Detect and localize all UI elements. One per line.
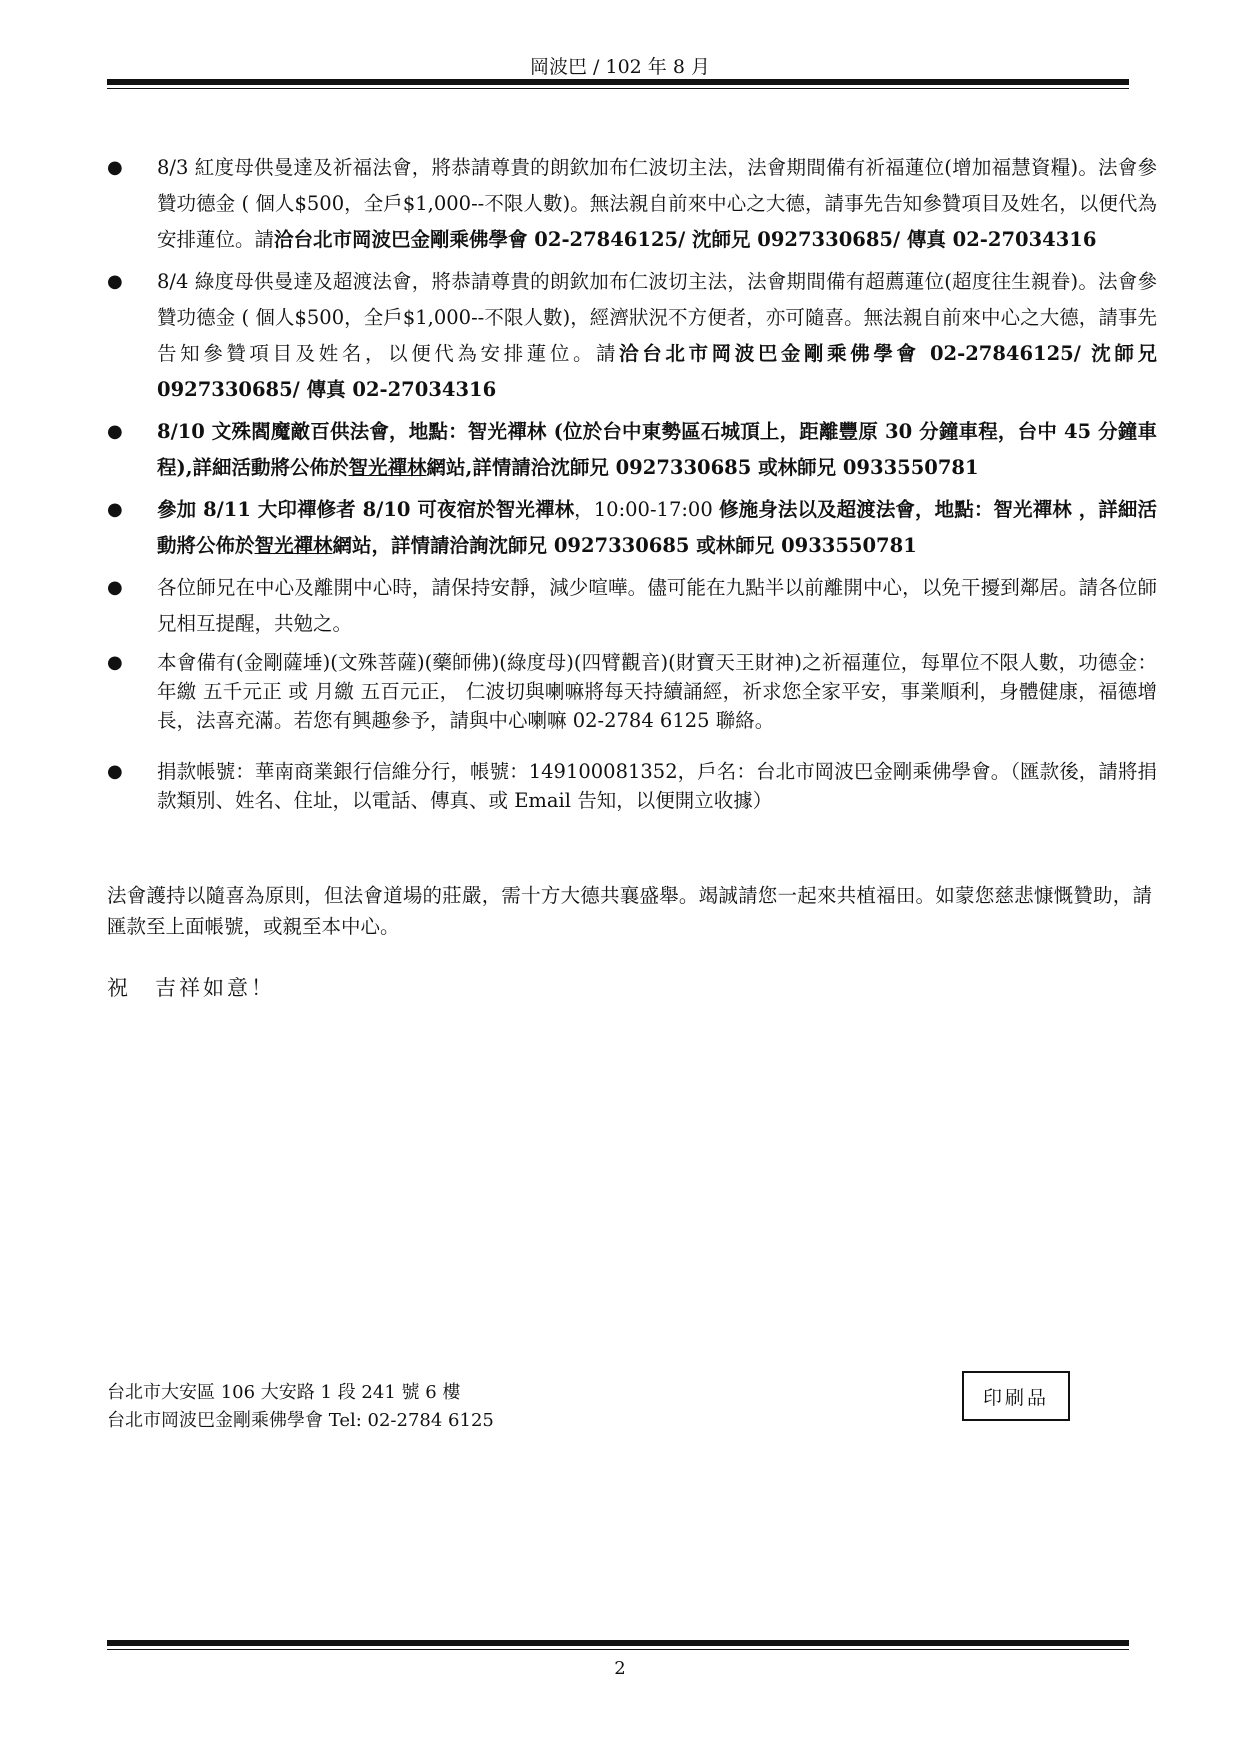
announcement-text: 8/3 紅度母供曼達及祈福法會，將恭請尊貴的朗欽加布仁波切主法，法會期間備有祈福蓮位(增加福慧資糧)。法會參贊功德金 ( 個人$500，全戶$1,000--不限人數)。無法親自前來中心之大德，請事先告知參贊項目及姓名，以便代為安排蓮位。請	[157, 156, 1157, 251]
footer-rule-thick	[107, 1640, 1129, 1646]
announcement-text: 捐款帳號：華南商業銀行信維分行，帳號：149100081352，戶名：台北市岡波巴金剛乘佛學會。（匯款後，請將捐款類別、姓名、住址，以電話、傳真、或 Email 告知，以便開立收據）	[157, 760, 1157, 812]
announcement-list	[107, 150, 1157, 821]
website-link[interactable]: 智光禪林	[254, 534, 333, 557]
greeting-wish: 吉祥如意！	[155, 976, 275, 1000]
contact-info: 洽台北市岡波巴金剛乘佛學會 02-27846125/ 沈師兄 0927330685/ 傳真 02-27034316	[157, 342, 1157, 401]
greeting-prefix: 祝	[107, 976, 131, 1000]
announcement-text: 本會備有(金剛薩埵)(文殊菩薩)(藥師佛)(綠度母)(四臂觀音)(財寶天王財神)之祈福蓮位，每單位不限人數，功德金：年繳 五千元正 或 月繳 五百元正， 仁波切與喇嘛將每天持續誦經，祈求您全家平安，事業順利，身體健康，福德增長，法喜充滿。若您有興趣參予，請與中心喇嘛 02-2784 6125 聯絡。	[157, 651, 1157, 732]
announcement-text: 修施身法以及超渡法會，地點：智光禪林 ，詳細活動將公佈於	[157, 498, 1157, 557]
announcement-text: 8/4 綠度母供曼達及超渡法會，將恭請尊貴的朗欽加布仁波切主法，法會期間備有超薦蓮位(超度往生親眷)。法會參贊功德金 ( 個人$500，全戶$1,000--不限人數)，經濟狀況不方便者，亦可隨喜。無法親自前來中心之大德，請事先告知參贊項目及姓名，以便代為安排蓮位。請	[157, 270, 1157, 365]
mailing-address	[107, 1379, 494, 1435]
announcement-donation-account	[107, 757, 1157, 815]
greeting	[107, 972, 275, 1002]
header-rule-thin	[107, 88, 1129, 89]
announcement-quiet-notice	[107, 570, 1157, 642]
announcement-text: 8/10 文殊閻魔敵百供法會，地點：智光禪林 (位於台中東勢區石城頂上，距離豐原 30 分鐘車程，台中 45 分鐘車程),詳細活動將公佈於	[157, 420, 1157, 479]
address-line: 台北市大安區 106 大安路 1 段 241 號 6 樓	[107, 1382, 461, 1403]
header-rule-thick	[107, 79, 1129, 85]
announcement-green-tara	[107, 264, 1157, 408]
contact-info: 網站,詳情請洽沈師兄 0927330685 或林師兄 0933550781	[426, 456, 979, 479]
page-number: 2	[614, 1658, 626, 1679]
announcement-text: 各位師兄在中心及離開中心時，請保持安靜，減少喧嘩。儘可能在九點半以前離開中心，以免干擾到鄰居。請各位師兄相互提醒，共勉之。	[157, 576, 1157, 635]
contact-info: 網站，詳情請洽詢沈師兄 0927330685 或林師兄 0933550781	[332, 534, 917, 557]
announcement-red-tara	[107, 150, 1157, 258]
announcement-mahamudra-retreat	[107, 492, 1157, 564]
announcement-prayer-tablets	[107, 648, 1157, 735]
footer-rule-thin	[107, 1649, 1129, 1650]
website-link[interactable]: 智光禪林	[348, 456, 427, 479]
event-time: ，10:00-17:00	[574, 498, 720, 521]
closing-paragraph: 法會護持以隨喜為原則，但法會道場的莊嚴，需十方大德共襄盛舉。竭誠請您一起來共植福田。如蒙您慈悲慷慨贊助，請匯款至上面帳號，或親至本中心。	[107, 884, 1152, 938]
page-header-title: 岡波巴 / 102 年 8 月	[530, 56, 710, 78]
organization-contact-line: 台北市岡波巴金剛乘佛學會 Tel: 02-2784 6125	[107, 1410, 494, 1431]
announcement-manjushri-puja	[107, 414, 1157, 486]
printed-matter-stamp: 印刷品	[962, 1371, 1070, 1421]
contact-info: 洽台北市岡波巴金剛乘佛學會 02-27846125/ 沈師兄 0927330685/ 傳真 02-27034316	[274, 228, 1097, 251]
announcement-text: 參加 8/11 大印禪修者 8/10 可夜宿於智光禪林	[157, 498, 575, 521]
